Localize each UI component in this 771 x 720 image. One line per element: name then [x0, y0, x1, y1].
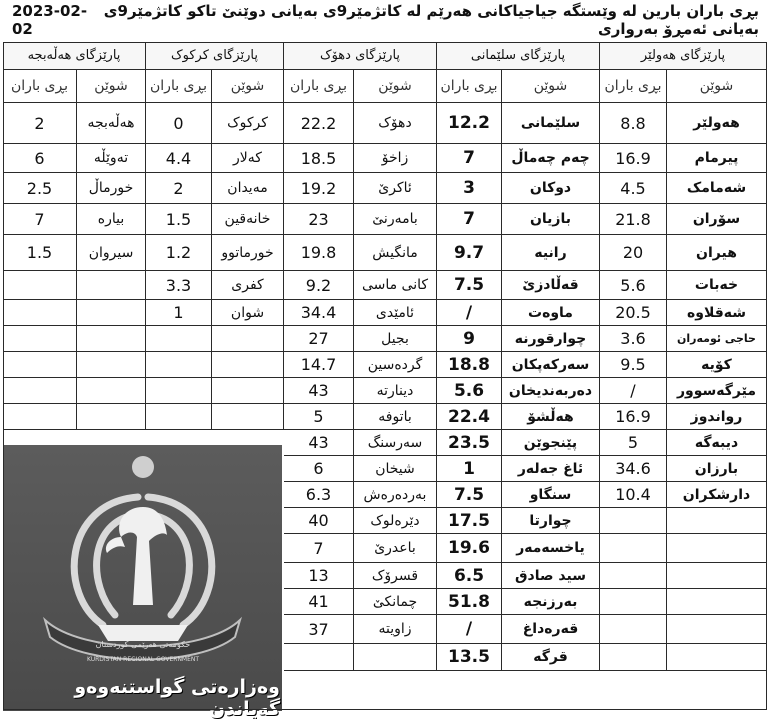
station-name: مێرگەسوور [667, 378, 767, 404]
rain-value: 6 [284, 456, 354, 482]
rain-value: / [600, 378, 667, 404]
empty-cell [3, 352, 77, 378]
station-name: دینارتە [354, 378, 437, 404]
rain-value: 2 [3, 103, 77, 144]
station-name: بەرزنجە [502, 589, 600, 615]
station-name: بەردەرەش [354, 482, 437, 508]
empty-cell [77, 326, 146, 352]
station-name: رانیە [502, 235, 600, 271]
station-name: هەڵەبجە [77, 103, 146, 144]
rain-value: 7.5 [437, 482, 502, 508]
station-name: بجیل [354, 326, 437, 352]
empty-cell [600, 563, 667, 589]
rain-value: 16.9 [600, 404, 667, 430]
station-name: دوکان [502, 173, 600, 204]
empty-cell [212, 352, 284, 378]
rain-column-header: بڕی باران [146, 70, 212, 103]
rain-value: 1 [437, 456, 502, 482]
station-name: کانی ماسی [354, 271, 437, 300]
rain-value: 21.8 [600, 204, 667, 235]
station-name: کفری [212, 271, 284, 300]
rain-value: 1.5 [146, 204, 212, 235]
rain-value: 19.6 [437, 534, 502, 563]
station-name: چوارقورنە [502, 326, 600, 352]
station-name: ماوەت [502, 300, 600, 326]
station-name: زاویتە [354, 615, 437, 644]
station-column-header: شوێن [354, 70, 437, 103]
station-name: شەقلاوە [667, 300, 767, 326]
station-name: خانەقین [212, 204, 284, 235]
province-header: پارێزگای دهۆک [284, 42, 437, 70]
station-name: کۆیە [667, 352, 767, 378]
empty-cell [77, 300, 146, 326]
rain-value: 2.5 [3, 173, 77, 204]
rain-value: 23.5 [437, 430, 502, 456]
station-name: خەبات [667, 271, 767, 300]
empty-cell [3, 300, 77, 326]
province-header: پارێزگای کرکوک [146, 42, 284, 70]
rain-value: 20 [600, 235, 667, 271]
rain-value: 23 [284, 204, 354, 235]
rain-value: 5 [284, 404, 354, 430]
province-header: پارێزگای هەڵەبجە [3, 42, 146, 70]
empty-cell [284, 644, 354, 671]
station-name: چوارتا [502, 508, 600, 534]
empty-cell [600, 534, 667, 563]
empty-cell [212, 378, 284, 404]
rain-value: 13 [284, 563, 354, 589]
station-name: سید صادق [502, 563, 600, 589]
emblem-text-en: KURDISTAN REGIONAL GOVERNMENT [86, 656, 200, 663]
rain-value: 9.7 [437, 235, 502, 271]
rain-column-header: بڕی باران [437, 70, 502, 103]
rain-column-header: بڕی باران [284, 70, 354, 103]
empty-cell [3, 271, 77, 300]
station-name: مانگیش [354, 235, 437, 271]
station-name: سیروان [77, 235, 146, 271]
rain-value: 5.6 [600, 271, 667, 300]
station-column-header: شوێن [502, 70, 600, 103]
station-name: هیران [667, 235, 767, 271]
station-name: کەلار [212, 144, 284, 173]
province-header: پارێزگای سلێمانی [437, 42, 600, 70]
rain-value: 4.5 [600, 173, 667, 204]
station-name: سنگاو [502, 482, 600, 508]
station-name: شیخان [354, 456, 437, 482]
title-date: 2023-02-02 [12, 2, 88, 38]
station-name: خورماڵ [77, 173, 146, 204]
rain-value: 34.6 [600, 456, 667, 482]
rain-value: 19.2 [284, 173, 354, 204]
station-name: هەڵشۆ [502, 404, 600, 430]
rain-value: 7.5 [437, 271, 502, 300]
rain-value: 4.4 [146, 144, 212, 173]
station-name: قەڵادزێ [502, 271, 600, 300]
rain-value: 18.5 [284, 144, 354, 173]
empty-cell [354, 644, 437, 671]
station-name: زاخۆ [354, 144, 437, 173]
rain-value: 0 [146, 103, 212, 144]
empty-cell [600, 615, 667, 644]
rain-value: 20.5 [600, 300, 667, 326]
empty-cell [667, 563, 767, 589]
station-name: چەم چەماڵ [502, 144, 600, 173]
rain-value: 6.3 [284, 482, 354, 508]
rain-value: 13.5 [437, 644, 502, 671]
rain-value: 7 [284, 534, 354, 563]
station-name: حاجی ئومەران [667, 326, 767, 352]
rain-value: 22.2 [284, 103, 354, 144]
empty-cell [3, 404, 77, 430]
station-name: باتوفە [354, 404, 437, 430]
station-name: پیرمام [667, 144, 767, 173]
rain-value: 43 [284, 430, 354, 456]
rain-value: 9.5 [600, 352, 667, 378]
empty-cell [3, 378, 77, 404]
station-name: قەرەداغ [502, 615, 600, 644]
empty-cell [212, 404, 284, 430]
station-name: باعدرێ [354, 534, 437, 563]
empty-cell [667, 534, 767, 563]
station-name: رواندوز [667, 404, 767, 430]
rain-value: 9.2 [284, 271, 354, 300]
station-name: هەولێر [667, 103, 767, 144]
rain-value: 1.5 [3, 235, 77, 271]
rain-value: 37 [284, 615, 354, 644]
krg-logo-panel [3, 445, 282, 720]
station-name: دەربەندیخان [502, 378, 600, 404]
rain-value: 18.8 [437, 352, 502, 378]
station-name: بیارە [77, 204, 146, 235]
station-name: کرکوک [212, 103, 284, 144]
ministry-name: وەزارەتی گواستنەوەو گەیاندن [74, 676, 280, 720]
empty-cell [77, 378, 146, 404]
station-name: سۆران [667, 204, 767, 235]
rain-value: 16.9 [600, 144, 667, 173]
station-name: گردەسین [354, 352, 437, 378]
rain-value: 5 [600, 430, 667, 456]
rain-value: 6.5 [437, 563, 502, 589]
empty-cell [77, 404, 146, 430]
rain-value: 6 [3, 144, 77, 173]
rain-value: 9 [437, 326, 502, 352]
station-column-header: شوێن [77, 70, 146, 103]
station-name: خورماتوو [212, 235, 284, 271]
station-name: ئاغ جەلەر [502, 456, 600, 482]
rain-column-header: بڕی باران [600, 70, 667, 103]
station-name: ئاکرێ [354, 173, 437, 204]
rain-value: 7 [3, 204, 77, 235]
empty-cell [146, 404, 212, 430]
empty-cell [667, 644, 767, 671]
station-name: بامەرنێ [354, 204, 437, 235]
rain-value: / [437, 615, 502, 644]
empty-cell [3, 326, 77, 352]
rain-column-header: بڕی باران [3, 70, 77, 103]
rain-value: 7 [437, 144, 502, 173]
rain-value: 8.8 [600, 103, 667, 144]
station-name: بارزان [667, 456, 767, 482]
rain-value: 12.2 [437, 103, 502, 144]
station-name: قسرۆک [354, 563, 437, 589]
rain-value: 17.5 [437, 508, 502, 534]
rain-value: 3 [437, 173, 502, 204]
rain-value: 51.8 [437, 589, 502, 615]
rain-value: 27 [284, 326, 354, 352]
station-column-header: شوێن [667, 70, 767, 103]
rain-value: 34.4 [284, 300, 354, 326]
station-name: دیبەگە [667, 430, 767, 456]
station-name: ئامێدی [354, 300, 437, 326]
empty-cell [667, 589, 767, 615]
station-name: سەرسنگ [354, 430, 437, 456]
rain-value: / [437, 300, 502, 326]
province-header: پارێزگای هەولێر [600, 42, 767, 70]
empty-cell [600, 589, 667, 615]
empty-cell [212, 326, 284, 352]
station-name: بازیان [502, 204, 600, 235]
station-column-header: شوێن [212, 70, 284, 103]
empty-cell [77, 352, 146, 378]
title-text: بڕی باران بارین لە وێستگە جیاجیاکانی هەرێم لە کاتژمێر9ی بەیانی دوێنێ تاکو کاتژمێر9ی بەیانی ئەمڕۆ بەرواری [103, 2, 759, 38]
rain-value: 3.3 [146, 271, 212, 300]
station-name: دهۆک [354, 103, 437, 144]
empty-cell [600, 644, 667, 671]
rain-value: 5.6 [437, 378, 502, 404]
empty-cell [667, 508, 767, 534]
rain-value: 7 [437, 204, 502, 235]
rain-value: 43 [284, 378, 354, 404]
station-name: قرگە [502, 644, 600, 671]
station-name: چمانکێ [354, 589, 437, 615]
station-name: سلێمانی [502, 103, 600, 144]
krg-emblem-icon [3, 445, 282, 720]
station-name: تەوێڵە [77, 144, 146, 173]
empty-cell [77, 271, 146, 300]
station-name: شەمامک [667, 173, 767, 204]
rain-value: 3.6 [600, 326, 667, 352]
emblem-text-ku: حكومەتی هەرێمی کوردستان [95, 640, 191, 649]
empty-cell [600, 508, 667, 534]
empty-cell [667, 615, 767, 644]
station-name: دێرەلوک [354, 508, 437, 534]
station-name: سەرکەپکان [502, 352, 600, 378]
station-name: شوان [212, 300, 284, 326]
rain-value: 1 [146, 300, 212, 326]
empty-cell [146, 352, 212, 378]
station-name: پێنجوێن [502, 430, 600, 456]
rain-value: 19.8 [284, 235, 354, 271]
rain-value: 10.4 [600, 482, 667, 508]
rain-value: 14.7 [284, 352, 354, 378]
empty-cell [146, 326, 212, 352]
rain-value: 22.4 [437, 404, 502, 430]
station-name: دارشکران [667, 482, 767, 508]
empty-cell [146, 378, 212, 404]
station-name: مەیدان [212, 173, 284, 204]
rain-value: 1.2 [146, 235, 212, 271]
rain-value: 41 [284, 589, 354, 615]
rain-value: 40 [284, 508, 354, 534]
station-name: یاخسەمەر [502, 534, 600, 563]
rain-value: 2 [146, 173, 212, 204]
